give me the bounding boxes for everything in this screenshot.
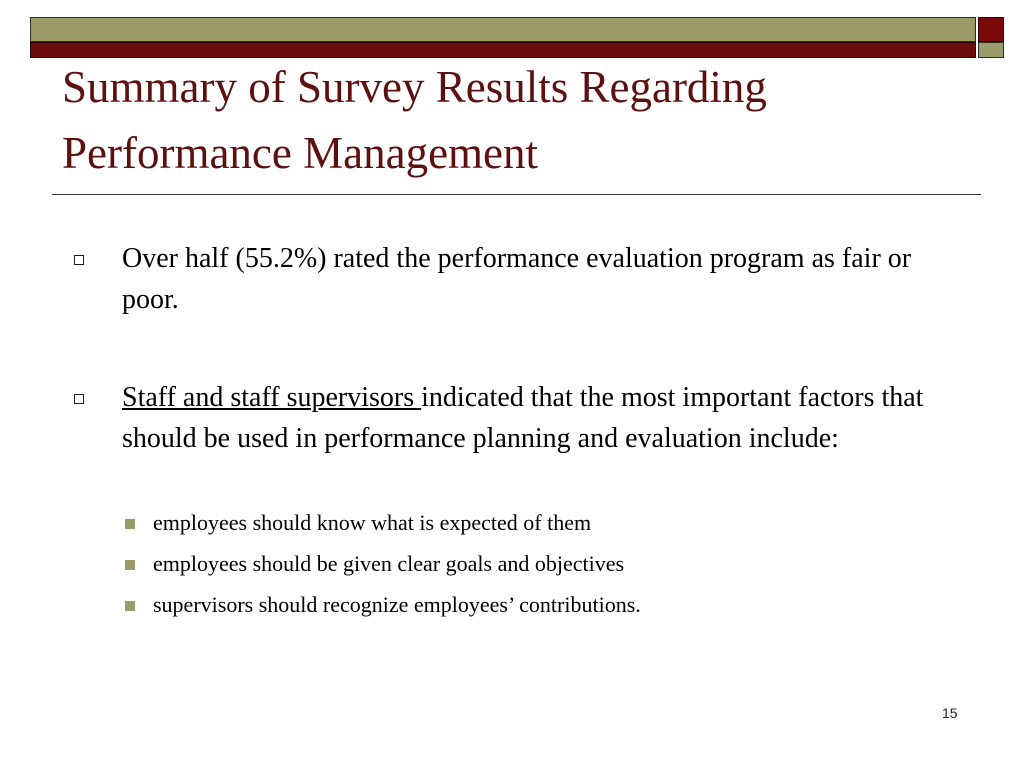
slide-number: 15 <box>942 705 958 721</box>
bullet-2-underlined-text: Staff and staff supervisors <box>122 382 422 413</box>
olive-square-bullet-icon <box>125 560 135 570</box>
header-maroon-square <box>978 17 1004 42</box>
olive-square-bullet-icon <box>125 519 135 529</box>
sub-bullet-item: employees should be given clear goals and objectives <box>153 551 625 576</box>
sub-bullet-item: supervisors should recognize employees’ contributions. <box>153 592 641 617</box>
header-olive-bar <box>30 17 976 42</box>
sub-bullet-item: employees should know what is expected of them <box>153 510 592 535</box>
olive-square-bullet-icon <box>125 601 135 611</box>
title-divider <box>52 194 981 195</box>
bullet-2-text: indicated that the most important factors that should be used in performance planning and evaluation include: <box>122 382 924 454</box>
bullet-item-2 <box>122 377 972 459</box>
hollow-square-bullet-icon <box>74 394 84 404</box>
bullet-item-1: Over half (55.2%) rated the performance evaluation program as fair or poor. <box>122 243 912 315</box>
slide-title: Summary of Survey Results Regarding Performance Management <box>62 62 767 178</box>
hollow-square-bullet-icon <box>74 255 84 265</box>
